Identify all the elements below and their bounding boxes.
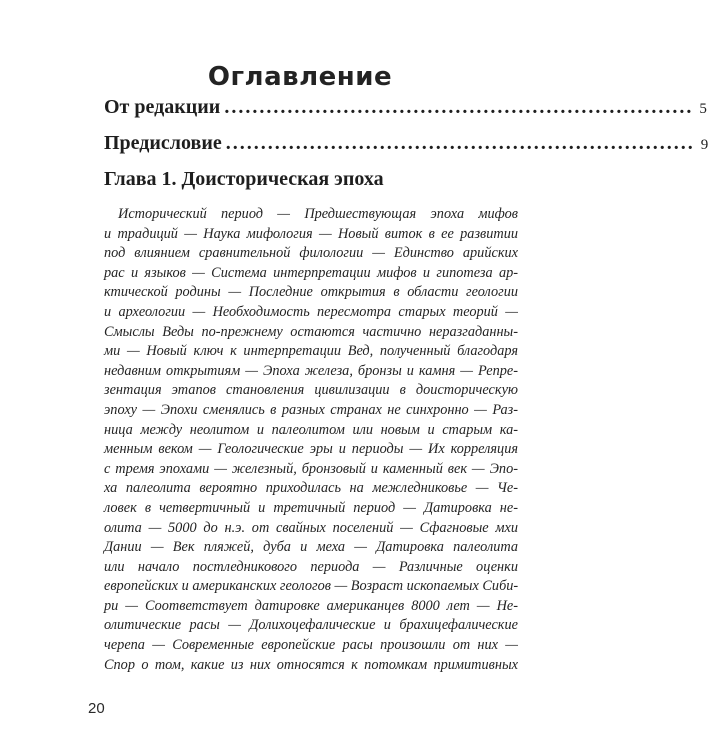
- summary-line: ха палеолита вероятно приходилась на межледниковье — Че-: [104, 480, 518, 497]
- summary-line: ктической родины — Последние открытия в области геологии: [104, 284, 518, 301]
- summary-line: эпоху — Эпохи сменялись в разных странах не синхронно — Раз-: [104, 401, 518, 418]
- summary-line: и археологии — Необходимость пересмотра старых теорий —: [104, 303, 518, 320]
- summary-line: Спор о том, какие из них относятся к потомкам примитивных: [104, 656, 518, 673]
- summary-line: олита — 5000 до н.э. от свайных поселений — Сфагновые мхи: [104, 519, 518, 536]
- page-number: 20: [88, 700, 105, 717]
- toc-entry-page: 5: [699, 101, 707, 117]
- toc-entry-from-editors: [104, 96, 707, 119]
- summary-line: с тремя эпохами — железный, бронзовый и каменный век — Эпо-: [104, 460, 518, 477]
- summary-line: или начало постледникового периода — Различные оценки: [104, 558, 518, 575]
- summary-line: зентация этапов становления цивилизации в доисторическую: [104, 382, 518, 399]
- summary-line: олитические расы — Долихоцефалические и брахицефалические: [104, 617, 518, 634]
- summary-line: Дании — Век пляжей, дуба и меха — Датировка палеолита: [104, 539, 518, 556]
- toc-dot-leader: ...................................................................: [224, 96, 694, 118]
- toc-dot-leader: ...................................................................: [225, 132, 695, 154]
- summary-line: Исторический период — Предшествующая эпоха мифов: [118, 206, 518, 222]
- chapter-summary: [104, 205, 518, 675]
- toc-entry-page: 9: [700, 137, 708, 153]
- summary-line: недавним открытиям — Эпоха железа, бронзы и камня — Репре-: [104, 362, 518, 379]
- summary-line: ница между неолитом и палеолитом или новым и старым ка-: [104, 421, 518, 438]
- toc-entry-label: От редакции: [104, 96, 221, 118]
- summary-line: ри — Соответствует датировке американцев 8000 лет — Не-: [104, 597, 518, 614]
- chapter-heading: Глава 1. Доисторическая эпоха: [104, 168, 384, 190]
- toc-entry-preface: [104, 132, 708, 155]
- summary-line: черепа — Современные европейские расы произошли от них —: [104, 637, 518, 654]
- summary-line: менным веком — Геологические эры и периоды — Их корреляция: [104, 441, 518, 458]
- summary-line: Смыслы Веды по-прежнему остаются частично неразгаданны-: [104, 323, 518, 340]
- summary-line: европейских и американских геологов — Возраст ископаемых Сиби-: [104, 578, 519, 595]
- summary-line: ми — Новый ключ к интерпретации Вед, полученный благодаря: [104, 343, 518, 360]
- toc-heading: Оглавление: [207, 62, 393, 92]
- summary-line: под влиянием сравнительной филологии — Единство арийских: [104, 245, 518, 262]
- summary-line: рас и языков — Система интерпретации мифов и гипотеза ар-: [104, 264, 518, 281]
- toc-entry-label: Предисловие: [104, 132, 222, 154]
- summary-line: ловек в четвертичный и третичный период — Датировка не-: [104, 499, 518, 516]
- summary-line: и традиций — Наука мифология — Новый виток в ее развитии: [104, 225, 518, 242]
